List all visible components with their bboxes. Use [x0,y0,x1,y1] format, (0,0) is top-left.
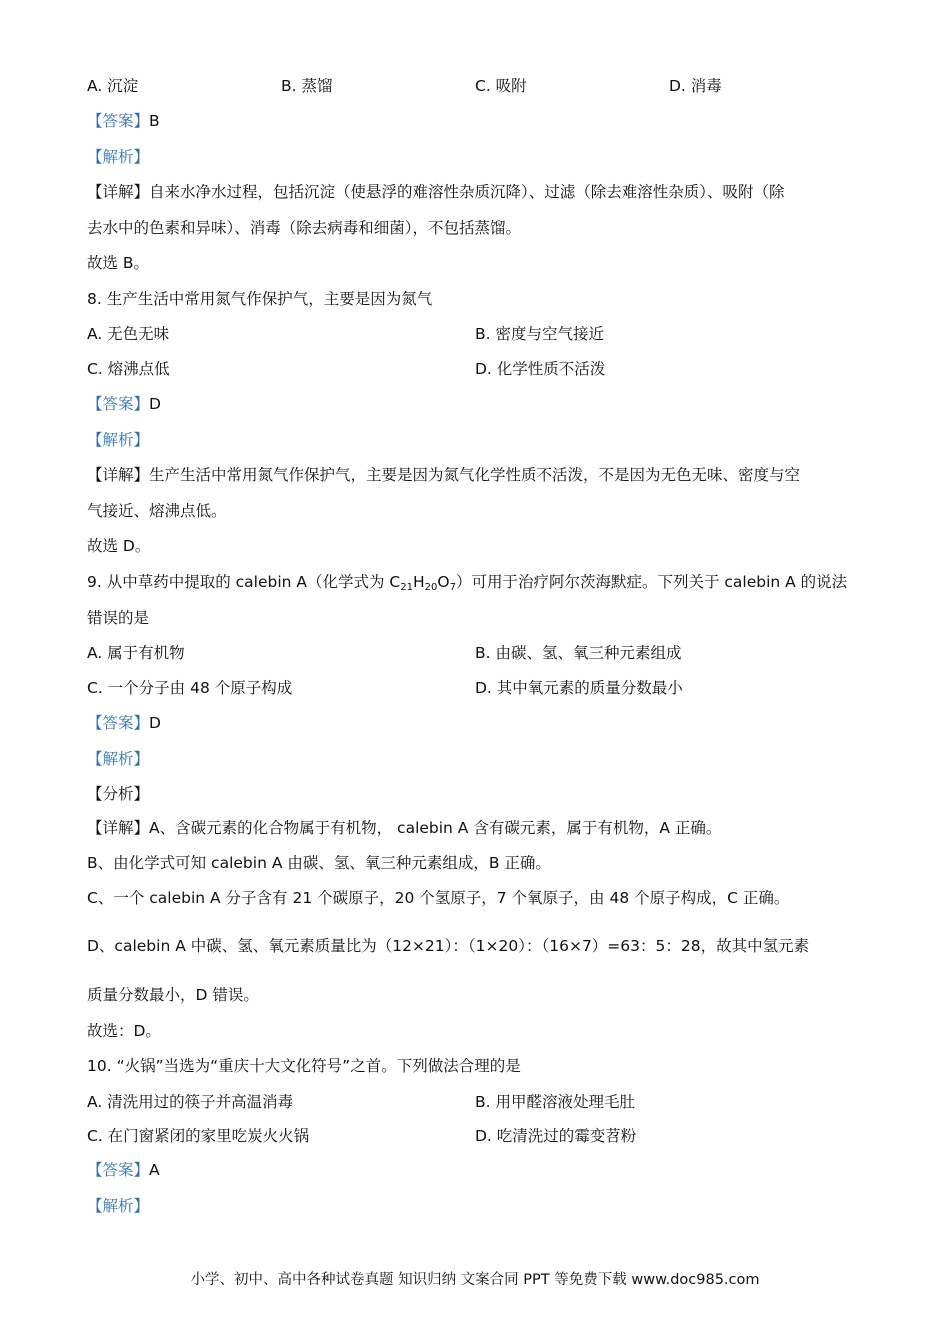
q8-stem: 8. 生产生活中常用氮气作保护气，主要是因为氮气 [87,290,433,308]
q7-conclusion: 故选 B。 [87,254,150,272]
q9-stem-a: 9. 从中草药中提取的 calebin A（化学式为 C [87,573,401,591]
q8-option-b: B. 密度与空气接近 [475,325,604,343]
q10-option-c: C. 在门窗紧闭的家里吃炭火火锅 [87,1127,310,1145]
q7-analysis-tag: 【解析】 [87,148,150,166]
q9-detail-line-b: B、由化学式可知 calebin A 由碳、氢、氧三种元素组成，B 正确。 [87,854,551,872]
q9-detail-line-d1: D、calebin A 中碳、氢、氧元素质量比为（12×21）：（1×20）：（16×7）=63：5：28，故其中氢元素 [87,937,810,955]
q7-detail-line-1 [87,182,785,202]
q9-conclusion: 故选：D。 [87,1022,161,1040]
q9-stem-o: O [437,573,450,591]
detail-tag: 【详解】 [87,819,150,837]
q9-option-c: C. 一个分子由 48 个原子构成 [87,679,293,697]
q9-option-b: B. 由碳、氢、氧三种元素组成 [475,644,682,662]
q7-detail-line-2: 去水中的色素和异味）、消毒（除去病毒和细菌），不包括蒸馏。 [87,219,522,237]
q9-detail-line-a [87,818,721,838]
q8-option-a: A. 无色无味 [87,325,170,343]
q9-analysis-sub-tag: 【分析】 [87,785,150,803]
q9-detail-text-a: A、含碳元素的化合物属于有机物， calebin A 含有碳元素，属于有机物，A 正确。 [149,819,722,837]
q7-option-b: B. 蒸馏 [281,77,333,95]
q9-sub-o: 7 [449,582,456,593]
q10-option-d: D. 吃清洗过的霉变苕粉 [475,1127,637,1145]
q10-option-a: A. 清洗用过的筷子并高温消毒 [87,1093,294,1111]
q7-option-a: A. 沉淀 [87,77,139,95]
q7-detail-text-1: 自来水净水过程，包括沉淀（使悬浮的难溶性杂质沉降）、过滤（除去难溶性杂质）、吸附（除 [149,183,785,201]
q9-sub-h: 20 [424,582,438,593]
q9-option-a: A. 属于有机物 [87,644,185,662]
q10-stem: 10. “火锅”当选为“重庆十大文化符号”之首。下列做法合理的是 [87,1057,521,1075]
q9-option-d: D. 其中氧元素的质量分数最小 [475,679,683,697]
q8-answer: D [149,395,161,413]
q10-answer: A [149,1161,160,1179]
q7-option-c: C. 吸附 [475,77,527,95]
q8-analysis-tag: 【解析】 [87,431,150,449]
q10-answer-line [87,1160,160,1180]
q9-stem-b: ）可用于治疗阿尔茨海默症。下列关于 calebin A 的说法 [455,573,848,591]
q9-detail-line-d2: 质量分数最小，D 错误。 [87,986,259,1004]
answer-tag: 【答案】 [87,112,150,130]
detail-tag: 【详解】 [87,466,150,484]
q7-answer: B [149,112,160,130]
answer-tag: 【答案】 [87,1161,150,1179]
q10-option-b: B. 用甲醛溶液处理毛肚 [475,1093,635,1111]
q9-stem-h: H [413,573,425,591]
q9-sub-c: 21 [400,582,413,593]
q9-stem-line-2: 错误的是 [87,609,150,627]
q8-conclusion: 故选 D。 [87,537,151,555]
q10-analysis-tag: 【解析】 [87,1197,150,1215]
answer-tag: 【答案】 [87,395,150,413]
q8-detail-line-2: 气接近、熔沸点低。 [87,502,227,520]
answer-tag: 【答案】 [87,714,150,732]
q8-answer-line [87,394,161,414]
q7-option-d: D. 消毒 [669,77,722,95]
q9-answer-line [87,713,161,733]
q9-stem-line-1 [87,572,847,592]
page-footer: 小学、初中、高中各种试卷真题 知识归纳 文案合同 PPT 等免费下载 www.doc985.com [190,1272,760,1288]
detail-tag: 【详解】 [87,183,150,201]
q8-detail-text-1: 生产生活中常用氮气作保护气，主要是因为氮气化学性质不活泼，不是因为无色无味、密度与空 [149,466,801,484]
q7-answer-line [87,111,160,131]
q9-answer: D [149,714,161,732]
q8-option-c: C. 熔沸点低 [87,360,170,378]
q9-analysis-tag: 【解析】 [87,750,150,768]
q8-option-d: D. 化学性质不活泼 [475,360,606,378]
q8-detail-line-1 [87,465,800,485]
q9-detail-line-c: C、一个 calebin A 分子含有 21 个碳原子，20 个氢原子，7 个氧原子，由 48 个原子构成，C 正确。 [87,889,790,907]
